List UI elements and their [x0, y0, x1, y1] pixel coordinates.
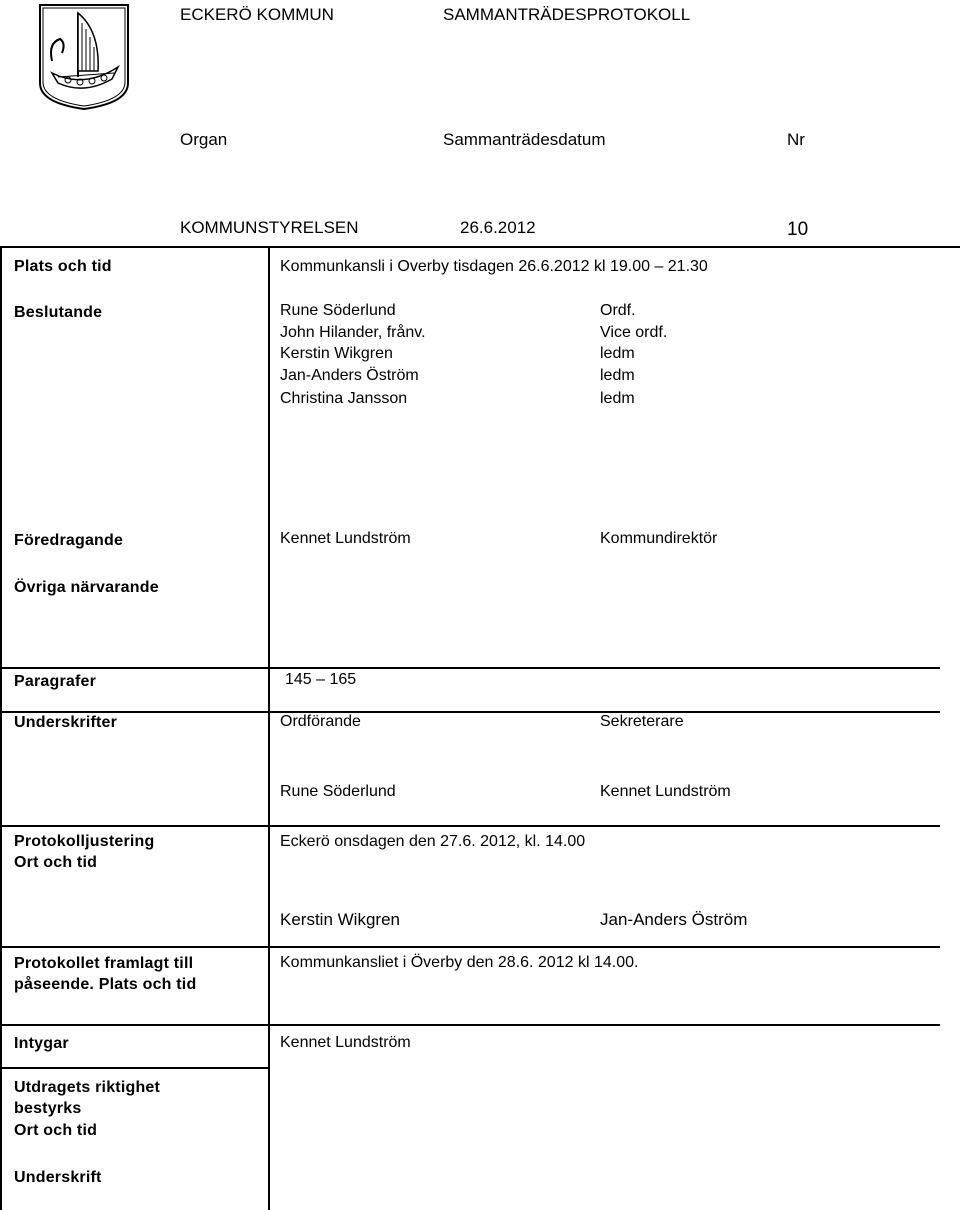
member-role: ledm: [600, 390, 635, 407]
paragraphs-value: 145 – 165: [285, 671, 357, 688]
posted-value: Kommunkansliet i Överby den 28.6. 2012 kl 14.00.: [280, 954, 639, 971]
member-name: Jan-Anders Öström: [280, 367, 419, 384]
adjuster-2: Jan-Anders Öström: [600, 910, 748, 929]
adjustment-value: Eckerö onsdagen den 27.6. 2012, kl. 14.00: [280, 833, 586, 850]
organ-column-label: Organ: [180, 130, 228, 149]
organ-value: KOMMUNSTYRELSEN: [180, 218, 359, 237]
adjuster-1: Kerstin Wikgren: [280, 910, 400, 929]
chair-name: Rune Söderlund: [280, 783, 396, 800]
paragraphs-label: Paragrafer: [14, 673, 97, 690]
rule-paragrafer: [0, 667, 940, 669]
member-role: Vice ordf.: [600, 324, 668, 341]
presenter-label: Föredragande: [14, 532, 124, 549]
nr-column-label: Nr: [787, 130, 805, 149]
certificate-label: Intygar: [14, 1035, 69, 1052]
extract-label-2: bestyrks: [14, 1100, 82, 1117]
posted-label-2: påseende. Plats och tid: [14, 976, 197, 993]
member-role: ledm: [600, 345, 635, 362]
extract-label-3: Ort och tid: [14, 1122, 98, 1139]
rule-justering: [0, 825, 940, 827]
presenter-name: Kennet Lundström: [280, 530, 411, 547]
rule-intygar: [0, 1024, 940, 1026]
top-rule: [0, 246, 960, 248]
presenter-title: Kommundirektör: [600, 530, 718, 547]
date-column-label: Sammanträdesdatum: [443, 130, 606, 149]
member-name: Rune Söderlund: [280, 302, 396, 319]
vertical-divider: [268, 248, 270, 1210]
adjustment-label: Protokolljustering: [14, 833, 155, 850]
signatures-label: Underskrifter: [14, 714, 118, 731]
municipality-name: ECKERÖ KOMMUN: [180, 5, 334, 24]
meeting-date: 26.6.2012: [460, 218, 536, 237]
rule-underskrifter: [0, 711, 940, 713]
adjustment-label-2: Ort och tid: [14, 854, 98, 871]
member-name: John Hilander, frånv.: [280, 324, 426, 341]
place-time-label: Plats och tid: [14, 258, 112, 275]
rule-utdrag: [0, 1067, 270, 1069]
member-role: Ordf.: [600, 302, 636, 319]
document-type: SAMMANTRÄDESPROTOKOLL: [443, 5, 691, 24]
protocol-number: 10: [787, 219, 809, 240]
others-present-label: Övriga närvarande: [14, 579, 159, 596]
member-role: ledm: [600, 367, 635, 384]
extract-label: Utdragets riktighet: [14, 1079, 161, 1096]
extract-signature-label: Underskrift: [14, 1169, 102, 1186]
posted-label: Protokollet framlagt till: [14, 955, 194, 972]
secretary-title: Sekreterare: [600, 713, 684, 730]
deciders-label: Beslutande: [14, 304, 103, 321]
rule-framlagt: [0, 946, 940, 948]
place-time-value: Kommunkansli i Overby tisdagen 26.6.2012 kl 19.00 – 21.30: [280, 258, 708, 275]
municipal-crest-icon: [38, 3, 130, 111]
secretary-name: Kennet Lundström: [600, 783, 731, 800]
left-border: [0, 248, 2, 1210]
member-name: Kerstin Wikgren: [280, 345, 393, 362]
member-name: Christina Jansson: [280, 390, 408, 407]
chair-title: Ordförande: [280, 713, 361, 730]
certificate-name: Kennet Lundström: [280, 1034, 411, 1051]
